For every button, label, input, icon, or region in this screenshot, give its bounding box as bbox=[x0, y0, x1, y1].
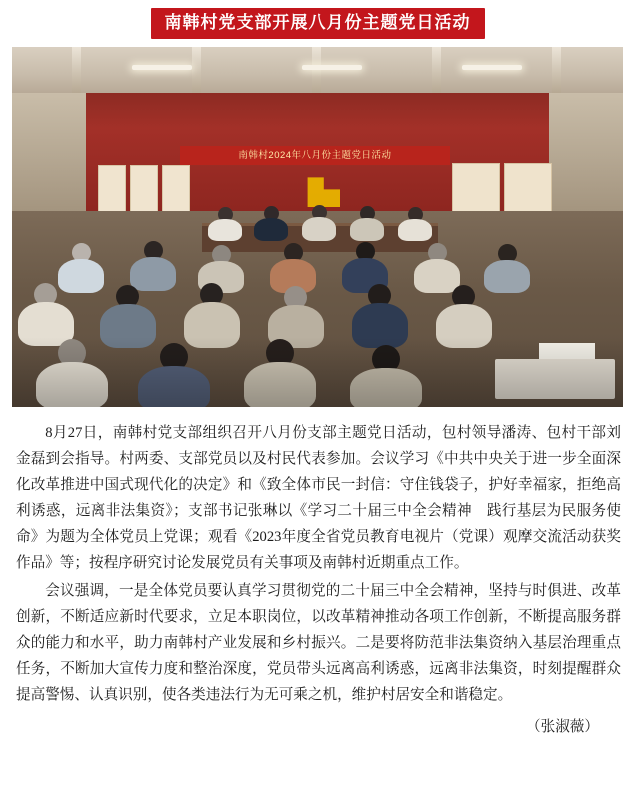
paragraph-2: 会议强调，一是全体党员要认真学习贯彻党的二十届三中全会精神，坚持与时俱进、改革创新，不断适应新时代要求，立足本职岗位，以改革精神推动各项工作创新，不断提高服务群众的能力和水平，助力南韩村产业发展和乡村振兴。二是要将防范非法集资纳入基层治理重点任务，不断加大宣传力度和整治深度，党员带头远离高利诱惑，远离非法集资，时刻提醒群众提高警惕、认真识别，使各类违法行为无可乘之机，维护村居安全和谐稳定。 bbox=[16, 583, 621, 704]
ceiling-lamp bbox=[462, 65, 522, 70]
photo-vignette bbox=[12, 337, 623, 407]
wall-poster bbox=[504, 163, 552, 215]
paragraph-1: 8月27日，南韩村党支部组织召开八月份支部主题党日活动，包村领导潘涛、包村干部刘金磊到会指导。村两委、支部党员以及村民代表参加。会议学习《中共中央关于进一步全面深化改革推进中国式现代化的决定》和《致全体市民一封信：守住钱袋子，护好幸福家，拒绝高利诱惑，远离非法集资》；支部书记张琳以《学习二十届三中全会精神 践行基层为民服务使命》为题为全体党员上党课；观看《2023年度全省党员教育电视片（党课）观摩交流活动获奖作品》等；按程序研究讨论发展党员有关事项及南韩村近期重点工作。 bbox=[16, 425, 621, 572]
audience-member bbox=[484, 260, 530, 293]
ceiling-beam bbox=[312, 47, 321, 93]
article-signature: （张淑薇） bbox=[526, 719, 599, 736]
ceiling-beam bbox=[192, 47, 201, 93]
audience-member bbox=[414, 259, 460, 293]
meeting-photo bbox=[12, 47, 623, 407]
ceiling-beam bbox=[72, 47, 81, 93]
wall-poster bbox=[130, 165, 158, 213]
audience-member bbox=[130, 257, 176, 291]
seated-leader bbox=[302, 217, 336, 241]
audience-member bbox=[58, 259, 104, 293]
seated-leader bbox=[350, 218, 384, 241]
photo-left-wall bbox=[12, 93, 86, 211]
wall-poster bbox=[98, 165, 126, 213]
wall-poster bbox=[452, 163, 500, 215]
title-bar bbox=[0, 0, 635, 45]
page-title: 南韩村党支部开展八月份主题党日活动 bbox=[151, 8, 485, 39]
photo-banner-text: 南韩村2024年八月份主题党日活动 bbox=[180, 146, 450, 165]
seated-leader bbox=[398, 219, 432, 241]
seated-leader bbox=[208, 219, 242, 241]
ceiling-beam bbox=[432, 47, 441, 93]
article-body bbox=[0, 407, 635, 741]
seated-leader bbox=[254, 218, 288, 241]
photo-right-wall bbox=[549, 93, 623, 211]
ceiling-lamp bbox=[302, 65, 362, 70]
ceiling-beam bbox=[552, 47, 561, 93]
ceiling-lamp bbox=[132, 65, 192, 70]
wall-poster bbox=[162, 165, 190, 213]
